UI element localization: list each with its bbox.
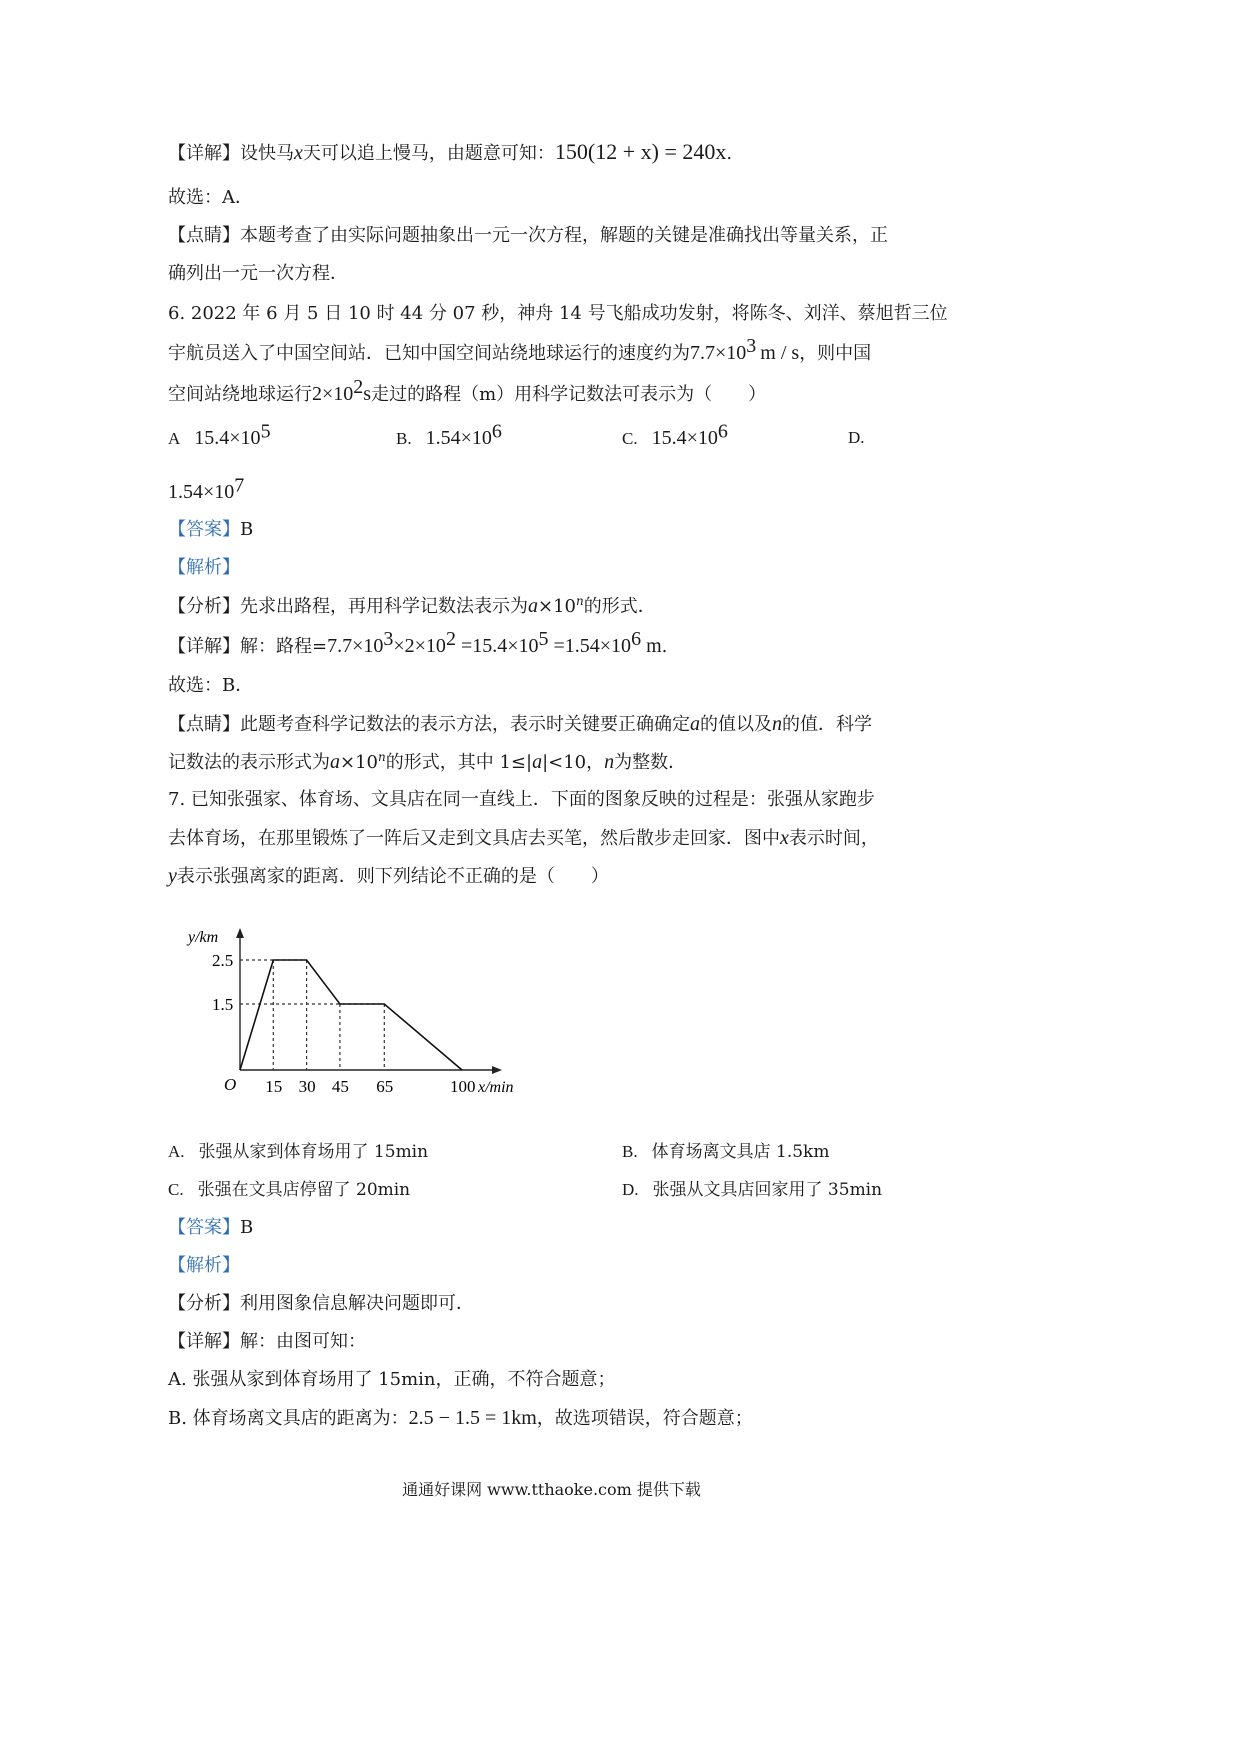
q5-equation: 150(12 + x) = 240x bbox=[554, 139, 727, 164]
q6-fenxi: 【分析】先求出路程，再用科学记数法表示为$a\times 10^n$的形式． bbox=[168, 594, 656, 617]
q6-option-b[interactable]: B. $1.54\times 10^6$ bbox=[396, 420, 502, 449]
q7-option-c[interactable]: C. 张强在文具店停留了 20min bbox=[168, 1180, 411, 1200]
q6-stem-line3: 空间站绕地球运行$2\times 10^2s$走过的路程（m）用科学记数法可表示为（ ） bbox=[168, 376, 767, 405]
x-axis-label: x/min bbox=[478, 1079, 514, 1096]
q6-analysis-label: 【解析】 bbox=[168, 557, 240, 578]
q7-detail: 【详解】解：由图可知： bbox=[168, 1331, 366, 1352]
q7-fenxi: 【分析】利用图象信息解决问题即可． bbox=[168, 1293, 474, 1314]
q5-comment-line1: 【点睛】本题考查了由实际问题抽象出一元一次方程，解题的关键是准确找出等量关系，正 bbox=[168, 225, 888, 246]
y-tick-label: 1.5 bbox=[212, 995, 234, 1014]
x-axis-arrow bbox=[492, 1066, 502, 1074]
q7-stem-line3: y表示张强离家的距离．则下列结论不正确的是（ ） bbox=[168, 865, 609, 887]
q5-comment-line2: 确列出一元一次方程． bbox=[168, 263, 348, 284]
q6-stem-line1: 6. 2022 年 6 月 5 日 10 时 44 分 07 秒，神舟 14 号飞船成功发射，将陈冬、刘洋、蔡旭哲三位 bbox=[168, 303, 948, 324]
q6-option-d-label[interactable]: D. bbox=[848, 428, 865, 447]
distance-time-graph bbox=[180, 920, 540, 1110]
x-tick-label: 15 bbox=[265, 1077, 283, 1096]
q7-option-a[interactable]: A. 张强从家到体育场用了 15min bbox=[168, 1142, 429, 1162]
x-tick-label: 45 bbox=[331, 1077, 349, 1096]
q6-answer: 【答案】B bbox=[168, 519, 254, 540]
y-axis-label: y/km bbox=[188, 929, 219, 946]
q6-comment-line1: 【点睛】此题考查科学记数法的表示方法，表示时关键要正确确定a的值以及n的值．科学 bbox=[168, 713, 872, 735]
q7-detail-a: A. 张强从家到体育场用了 15min，正确，不符合题意； bbox=[168, 1369, 616, 1390]
q6-option-c[interactable]: C. $15.4\times 10^6$ bbox=[622, 420, 728, 449]
q6-choice: 故选：B． bbox=[168, 675, 254, 696]
q6-option-d-value: $1.54\times 10^7$ bbox=[168, 474, 245, 503]
x-tick-label: 30 bbox=[298, 1077, 316, 1096]
q6-detail: 【详解】解：路程$=7.7\times 10^3\times 2\times 10^2 =15.4\times 10^5 =1.54\times 10^6$ m. bbox=[168, 628, 668, 657]
q7-stem-line1: 7. 已知张强家、体育场、文具店在同一直线上．下面的图象反映的过程是：张强从家跑步 bbox=[168, 789, 875, 810]
q7-detail-b: B. 体育场离文具店的距离为：2.5 − 1.5 = 1km，故选项错误，符合题意； bbox=[168, 1407, 753, 1429]
q6-stem-line2: 宇航员送入了中国空间站．已知中国空间站绕地球运行的速度约为$7.7\times 10^3$ m / s，则中国 bbox=[168, 335, 872, 364]
y-axis-arrow bbox=[236, 928, 244, 938]
detail-label: 【详解】 bbox=[168, 143, 240, 164]
x-tick-label: 100 bbox=[450, 1077, 476, 1096]
origin-label: O bbox=[224, 1075, 237, 1094]
q7-option-b[interactable]: B. 体育场离文具店 1.5km bbox=[622, 1142, 830, 1162]
q5-choice: 故选：A． bbox=[168, 187, 253, 208]
x-tick-label: 65 bbox=[376, 1077, 394, 1096]
q7-option-d[interactable]: D. 张强从文具店回家用了 35min bbox=[622, 1180, 883, 1200]
q7-analysis-label: 【解析】 bbox=[168, 1255, 240, 1276]
q6-option-a[interactable]: A $15.4\times 10^5$ bbox=[168, 420, 271, 449]
q6-comment-line2: 记数法的表示形式为$a\times 10^n$的形式，其中 1≤|a|<10，n为整数． bbox=[168, 750, 687, 773]
q7-stem-line2: 去体育场，在那里锻炼了一阵后又走到文具店去买笔，然后散步走回家．图中x表示时间， bbox=[168, 827, 879, 849]
page-footer: 通通好课网 www.tthaoke.com 提供下载 bbox=[402, 1480, 701, 1499]
y-tick-label: 2.5 bbox=[212, 951, 234, 970]
q5-detail-line: 【详解】设快马x天可以追上慢马，由题意可知：150(12 + x) = 240x. bbox=[168, 139, 733, 164]
q7-answer: 【答案】B bbox=[168, 1217, 254, 1238]
